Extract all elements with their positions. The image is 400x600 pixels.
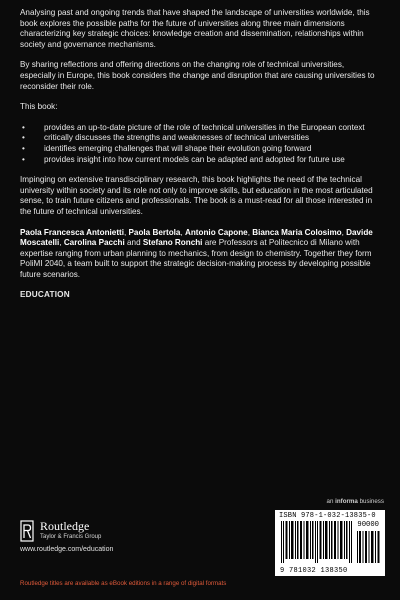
isbn-label: ISBN 978-1-032-13835-0 [279,512,376,520]
informa-brand: informa [335,498,358,505]
separator: , [247,227,253,237]
routledge-logo [20,520,101,542]
publisher-website: www.routledge.com/education [20,546,114,553]
informa-tagline: an informa business [326,498,384,505]
summary-paragraph-3: Impinging on extensive transdisciplinary research, this book highlights the need of the technical university within society and its role not only to improve skills, but education in the most articulated sense, to train future citizens and professionals. The book is a must-read for all those interested in the future of technical universities. [20,175,373,216]
separator: , [180,227,185,237]
back-cover-text [20,8,382,301]
author-bio-text: are Professors at Politecnico di Milano with expertise ranging from urban planning to mechanics, from design to chemistry. Together they form PoliMI 2040, a team built to support the strategic decision-making process by developing possible future scenarios. [20,238,372,279]
separator: and [124,238,143,248]
separator: , [341,227,347,237]
summary-point: • critically discusses the strengths and weaknesses of technical universities [32,133,382,144]
routledge-emblem-icon [20,520,34,542]
addon-barcode-icon [357,531,381,563]
summary-intro: This book: [20,102,58,112]
publisher-name: Routledge [40,519,90,533]
author-name: Bianca Maria Colosimo [252,227,342,237]
authors-bio [20,228,382,281]
author-name: Paola Francesca Antonietti [20,227,124,237]
barcode-icon [281,521,353,563]
publisher-group: Taylor & Francis Group [40,534,102,540]
summary-paragraph-1: Analysing past and ongoing trends that have shaped the landscape of universities worldwide, this book explores the possible paths for the future of universities along three main dimensions characterizing key strategic choices: knowledge creation and dissemination, relationships within society and governance mechanisms. [20,8,370,49]
author-name: Antonio Capone [184,227,248,237]
ebook-availability-note: Routledge titles are available as eBook editions in a range of digital formats [20,580,227,587]
author-name: Carolina Pacchi [63,238,125,248]
separator: , [59,238,64,248]
barcode-number: 9 781032 138350 [280,567,348,575]
summary-point: • provides an up-to-date picture of the role of technical universities in the European context [32,123,382,134]
author-name: Paola Bertola [128,227,181,237]
summary-points-list [20,123,382,165]
summary-paragraph-2: By sharing reflections and offering directions on the changing role of technical universities, especially in Europe, this book considers the change and disruption that are causing universities to reconsider their role. [20,60,375,91]
author-name: Stefano Ronchi [142,238,203,248]
summary-point: • identifies emerging challenges that will shape their evolution going forward [32,144,382,155]
isbn-barcode-panel [275,510,385,576]
separator: , [124,227,129,237]
price-code: 90000 [357,521,379,529]
subject-category: EDUCATION [20,290,70,300]
author-name: Davide Moscatelli [20,227,373,248]
summary-point: • provides insight into how current models can be adapted and adopted for future use [32,155,382,166]
